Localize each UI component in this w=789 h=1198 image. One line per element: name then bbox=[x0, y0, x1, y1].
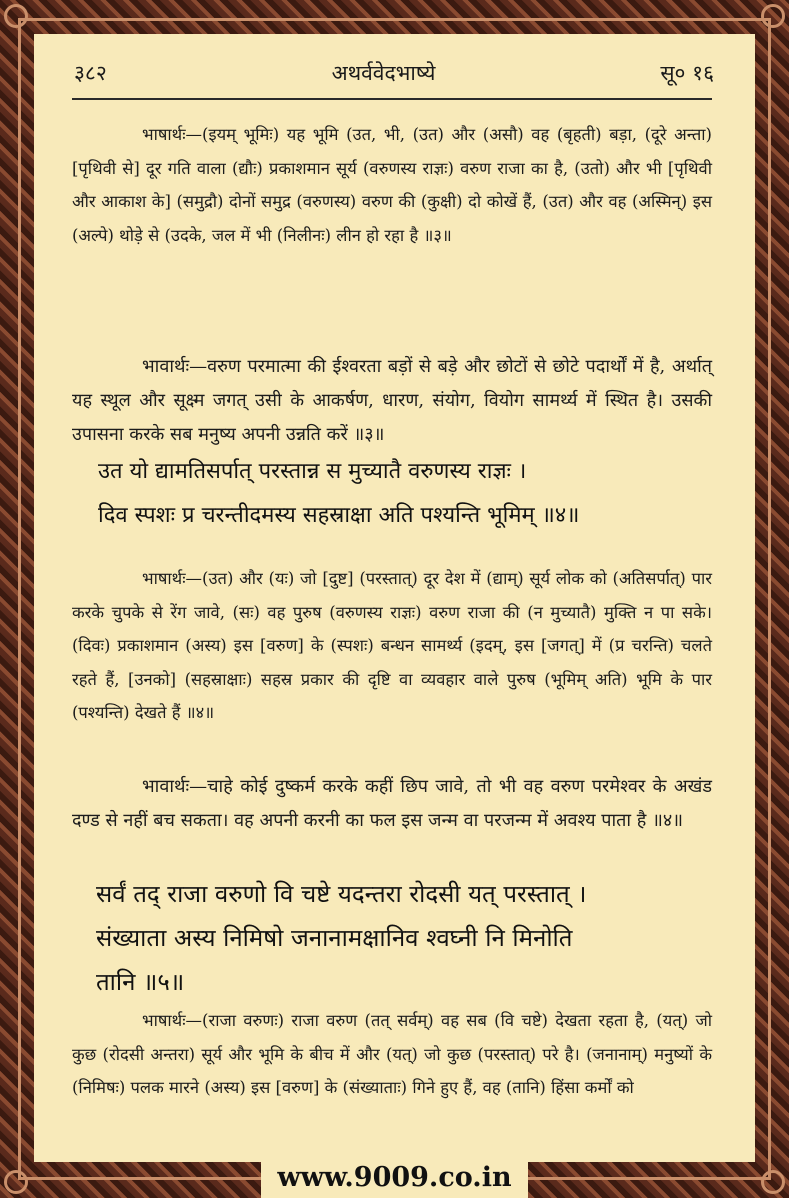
corner-ornament bbox=[761, 4, 785, 28]
corner-ornament bbox=[4, 4, 28, 28]
bhavartha-3: भावार्थः—वरुण परमात्मा की ईश्वरता बड़ों से बड़े और छोटों से छोटे पदार्थों में है, अर्थात् यह स्थूल और सूक्ष्म जगत् उसी के आकर्षण, धारण, संयोग, वियोग सामर्थ्य में स्थित है। उसकी उपासना करके सब मनुष्य अपनी उन्नति करें ॥३॥ bbox=[72, 356, 712, 445]
mantra-line: तानि ॥५॥ bbox=[96, 968, 185, 996]
header-divider bbox=[72, 98, 712, 100]
bhashartha-4: भाषार्थः—(उत) और (यः) जो [दुष्ट] (परस्तात्) दूर देश में (द्याम्) सूर्य लोक को (अतिसर्पात्) पार करके चुपके से रेंग जावे, (सः) वह पुरुष (वरुणस्य राज्ञः) वरुण राजा की (न मुच्यातै) मुक्ति न पा सके। (दिवः) प्रकाशमान (अस्य) इस [वरुण] के (स्पशः) बन्धन सामर्थ्य (इदम्, इस [जगत्] में (प्र चरन्ति) चलते रहते हैं, [उनको] (सहस्राक्षाः) सहस्र प्रकार की दृष्टि वा व्यवहार वाले पुरुष (भूमिम् अति) भूमि के पार (पश्यन्ति) देखते हैं ॥४॥ bbox=[72, 569, 712, 722]
bhavartha-4: भावार्थः—चाहे कोई दुष्कर्म करके कहीं छिप जावे, तो भी वह वरुण परमेश्वर के अखंड दण्ड से नहीं बच सकता। वह अपनी करनी का फल इस जन्म वा परजन्म में अवश्य पाता है ॥४॥ bbox=[72, 776, 712, 831]
footer bbox=[0, 1160, 789, 1198]
page-number: ३८२ bbox=[74, 61, 107, 85]
bhashartha-5: भाषार्थः—(राजा वरुणः) राजा वरुण (तत् सर्वम्) वह सब (वि चष्टे) देखता रहता है, (यत्) जो कुछ (रोदसी अन्तरा) सूर्य और भूमि के बीच में और (यत्) जो कुछ (परस्तात्) परे है। (जनानाम्) मनुष्यों के (निमिषः) पलक मारने (अस्य) इस [वरुण] के (संख्याताः) गिने हुए हैं, वह (तानि) हिंसा कर्मों को bbox=[72, 1011, 712, 1097]
mantra-4 bbox=[98, 450, 718, 538]
bhashartha-3: भाषार्थः—(इयम् भूमिः) यह भूमि (उत, भी, (उत) और (असौ) वह (बृहती) बड़ा, (दूरे अन्ता) [पृथिवी से] दूर गति वाला (द्यौः) प्रकाशमान सूर्य (वरुणस्य राज्ञः) वरुण राजा का है, (उतो) और भी [पृथिवी और आकाश के] (समुद्रौ) दोनों समुद्र (वरुणस्य) वरुण की (कुक्षी) दो कोखें हैं, (उत) और वह (अस्मिन्) इस (अल्पे) थोड़े से (उदके, जल में भी (निलीनः) लीन हो रहा है ॥३॥ bbox=[72, 125, 712, 245]
mantra-5 bbox=[96, 872, 716, 1004]
mantra-line: सर्वं तद् राजा वरुणो वि चष्टे यदन्तरा रोदसी यत् परस्तात् । bbox=[96, 880, 587, 908]
book-page bbox=[34, 34, 755, 1162]
mantra-line: उत यो द्यामतिसर्पात् परस्तान्न स मुच्यातै वरुणस्य राज्ञः । bbox=[98, 459, 527, 484]
page-header bbox=[74, 56, 714, 90]
mantra-line: दिव स्पशः प्र चरन्तीदमस्य सहस्राक्षा अति पश्यन्ति भूमिम् ॥४॥ bbox=[98, 503, 580, 528]
website-link[interactable]: www.9009.co.in bbox=[261, 1160, 527, 1198]
mantra-line: संख्याता अस्य निमिषो जनानामक्षानिव श्वघ्नी नि मिनोति bbox=[96, 924, 573, 952]
sukta-number: सू० १६ bbox=[660, 61, 714, 85]
book-title: अथर्ववेदभाष्ये bbox=[331, 61, 436, 85]
